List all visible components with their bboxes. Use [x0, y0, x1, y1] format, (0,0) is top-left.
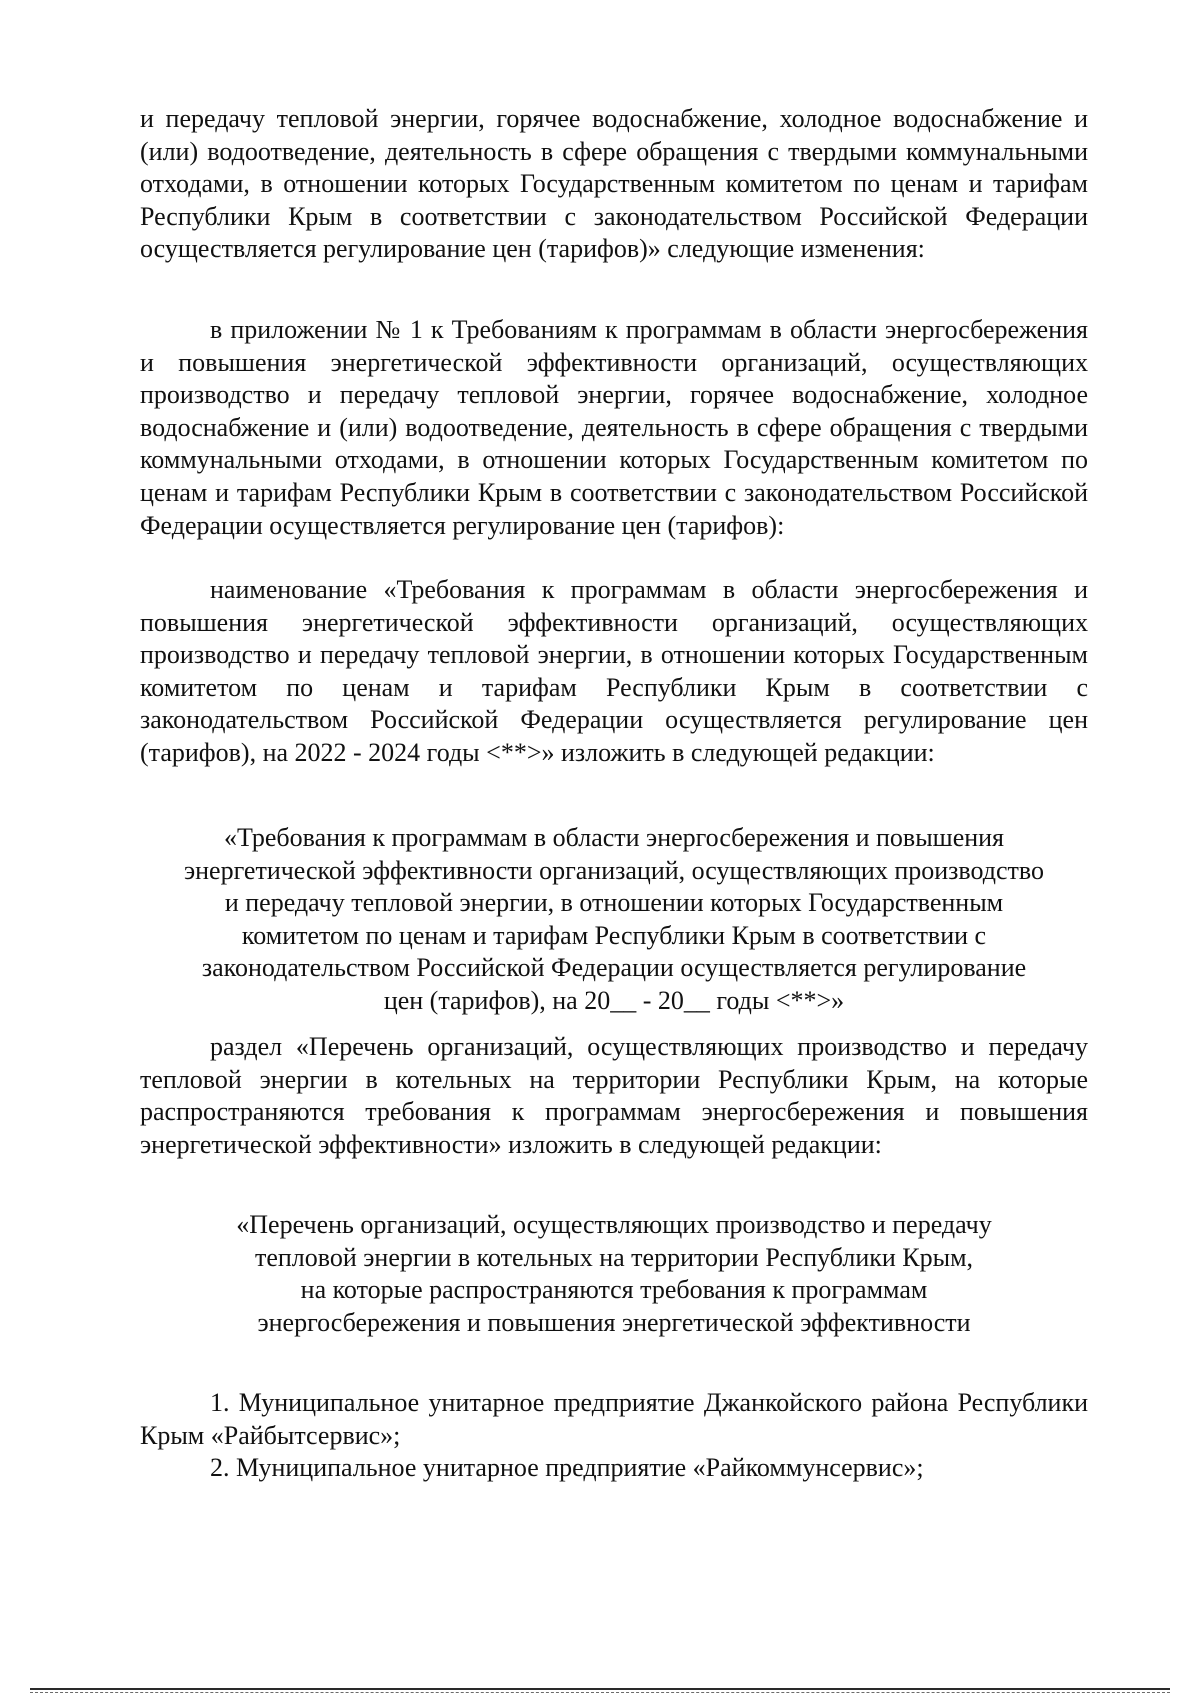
- list-title-line: «Перечень организаций, осуществляющих производство и передачу: [236, 1210, 992, 1239]
- quoted-title-line: комитетом по ценам и тарифам Республики Крым в соответствии с: [241, 920, 987, 950]
- quoted-list-title: [140, 1209, 1088, 1339]
- list-item: 1. Муниципальное унитарное предприятие Джанкойского района Республики Крым «Райбытсервис»;: [140, 1388, 1088, 1450]
- quoted-title-line: «Требования к программам в области энергосбережения и повышения: [223, 823, 1005, 852]
- quoted-title-line: энергетической эффективности организаций, осуществляющих производство: [183, 855, 1045, 885]
- list-title-line: тепловой энергии в котельных на территории Республики Крым,: [254, 1242, 974, 1272]
- quoted-requirements-title: [140, 822, 1088, 1018]
- paragraph-section-change: раздел «Перечень организаций, осуществляющих производство и передачу тепловой энергии в котельных на территории Республики Крым, на которые распространяются требования к программам энергосбережения и повышения энергетической эффективности» изложить в следующей редакции:: [140, 1032, 1088, 1159]
- list-item: 2. Муниципальное унитарное предприятие «Райкоммунсервис»;: [210, 1453, 924, 1482]
- quoted-title-line: и передачу тепловой энергии, в отношении которых Государственным: [224, 888, 1004, 918]
- list-title-line: энергосбережения и повышения энергетической эффективности: [257, 1307, 971, 1337]
- list-title-line: на которые распространяются требования к программам: [300, 1275, 928, 1305]
- paragraph-appendix-reference: в приложении № 1 к Требованиям к программам в области энергосбережения и повышения энергетической эффективности организаций, осуществляющих производство и передачу тепловой энергии, горячее водоснабжение, холодное водоснабжение и (или) водоотведение, деятельность в сфере обращения с твердыми коммунальными отходами, в отношении которых Государственным комитетом по ценам и тарифам Республики Крым в соответствии с законодательством Российской Федерации осуществляется регулирование цен (тарифов):: [140, 315, 1088, 540]
- quoted-title-line: цен (тарифов), на 20__ - 20__ годы <**>»: [383, 985, 845, 1015]
- footer-divider: [30, 1688, 1170, 1690]
- paragraph-title-change: наименование «Требования к программам в области энергосбережения и повышения энергетической эффективности организаций, осуществляющих производство и передачу тепловой энергии, в отношении которых Государственным комитетом по ценам и тарифам Республики Крым в соответствии с законодательством Российской Федерации осуществляется регулирование цен (тарифов), на 2022 - 2024 годы <**>» изложить в следующей редакции:: [140, 575, 1088, 767]
- paragraph-continuation: и передачу тепловой энергии, горячее водоснабжение, холодное водоснабжение и (или) водоотведение, деятельность в сфере обращения с твердыми коммунальными отходами, в отношении которых Государственным комитетом по ценам и тарифам Республики Крым в соответствии с законодательством Российской Федерации осуществляется регулирование цен (тарифов)» следующие изменения:: [140, 104, 1088, 264]
- quoted-title-line: законодательством Российской Федерации осуществляется регулирование: [201, 953, 1027, 983]
- footer-scan-edge: [30, 1692, 1170, 1693]
